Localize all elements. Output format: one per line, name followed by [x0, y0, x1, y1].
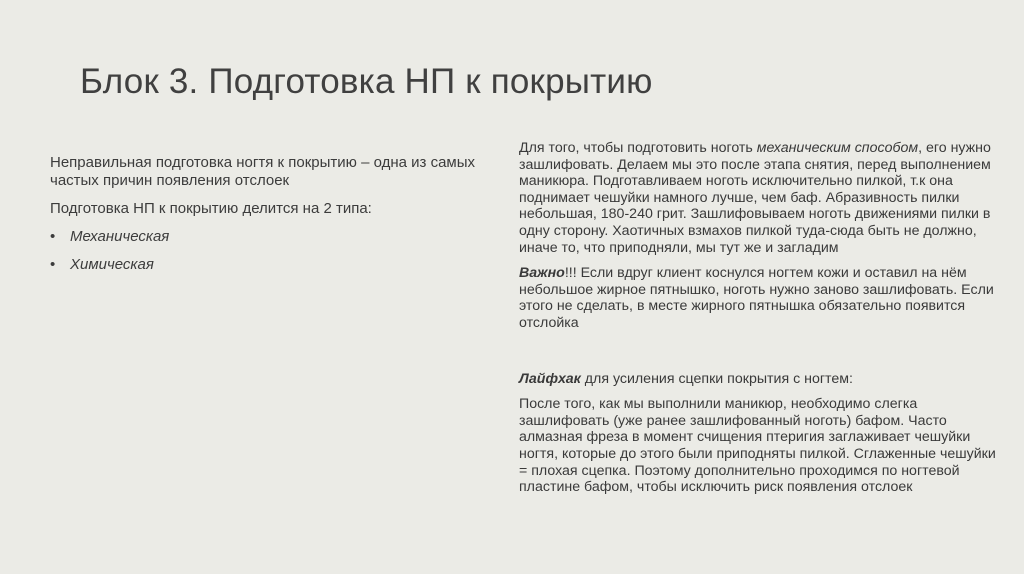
right-column — [519, 140, 999, 505]
types-list — [50, 228, 480, 274]
important-text: !!! Если вдруг клиент коснулся ногтем кожи и оставил на нём небольшое жирное пятнышко, ноготь нужно заново зашлифовать. Если этого не сделать, в месте жирного пятнышка обязательно появится отслойка — [519, 265, 994, 331]
list-item-label: Механическая — [70, 228, 170, 245]
list-item-label: Химическая — [70, 256, 154, 273]
lifehack-heading — [519, 371, 999, 388]
important-label: Важно — [519, 265, 565, 282]
slide-title: Блок 3. Подготовка НП к покрытию — [80, 62, 653, 101]
bullet-icon: • — [50, 228, 56, 245]
list-item — [50, 228, 480, 246]
mechanical-paragraph — [519, 140, 999, 256]
types-heading: Подготовка НП к покрытию делится на 2 типа: — [50, 200, 372, 217]
left-column — [50, 154, 480, 284]
mechanical-emphasis: механическим способом — [756, 140, 919, 156]
lifehack-text: для усиления сцепки покрытия с ногтем: — [580, 370, 853, 387]
bullet-icon: • — [50, 256, 56, 273]
intro-text: Неправильная подготовка ногтя к покрытию – одна из самых частых причин появления отслоек — [50, 154, 476, 189]
list-item — [50, 256, 480, 274]
lifehack-label: Лайфхак — [519, 370, 581, 387]
lifehack-body: После того, как мы выполнили маникюр, необходимо слегка зашлифовать (уже ранее зашлифованный ноготь) бафом. Часто алмазная фреза в момент счищения птеригия заглаживает чешуйки ногтя, которые до этого были приподняты пилкой. Сглаженные чешуйки = плохая сцепка. Поэтому дополнительно проходимся по ногтевой пластине бафом, чтобы исключить риск появления отслоек — [519, 396, 996, 496]
spacer — [519, 341, 999, 371]
important-paragraph — [519, 265, 999, 331]
mechanical-paragraph-rest: , его нужно зашлифовать. Делаем мы это после этапа снятия, перед выполнением маникюра. Подготавливаем ноготь исключительно пилкой, т.к она поднимает чешуйки намного лучше, чем баф. Абразивность пилки небольшая, 180-240 грит. Зашлифовываем ноготь движениями пилки в одну сторону. Хаотичных взмахов пилкой туда-сюда быть не должно, иначе то, что приподняли, мы тут же и загладим — [519, 140, 991, 256]
mechanical-paragraph-start: Для того, чтобы подготовить ноготь — [519, 140, 757, 156]
